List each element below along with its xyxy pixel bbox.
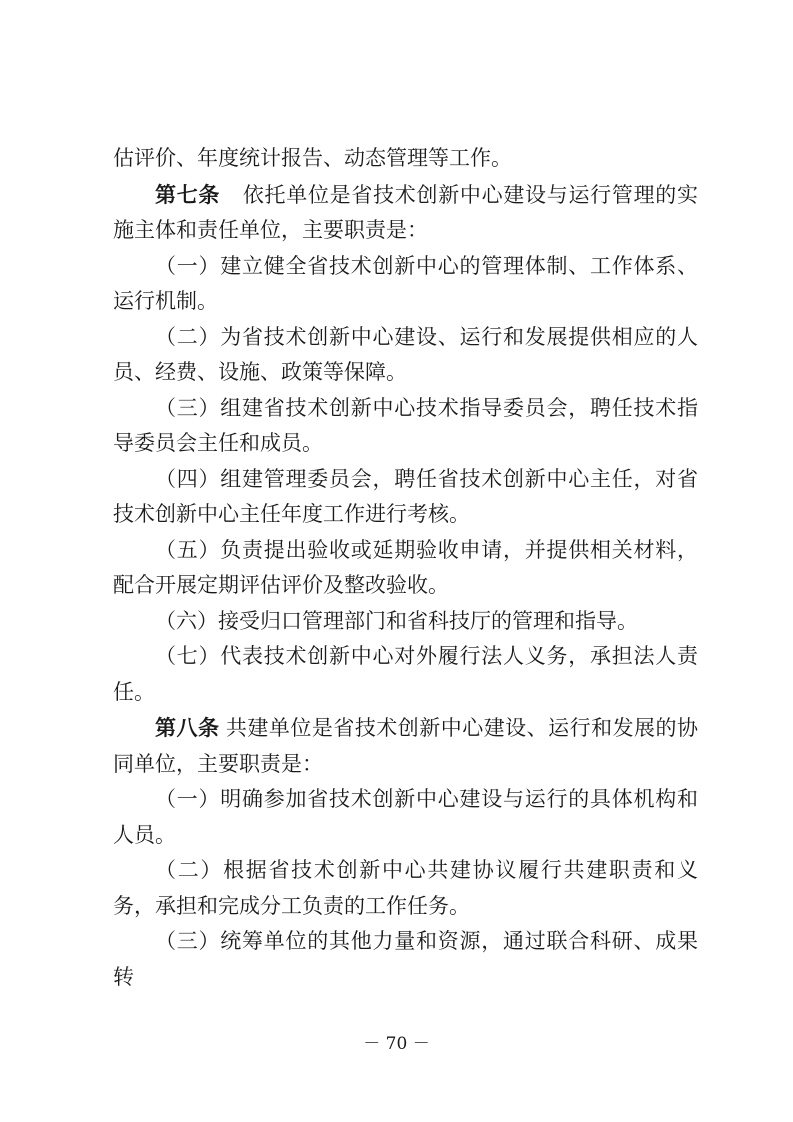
list-item — [113, 924, 698, 995]
paragraph-text: （三）组建省技术创新中心技术指导委员会，聘任技术指导委员会主任和成员。 — [113, 395, 698, 455]
paragraph-text: 估评价、年度统计报告、动态管理等工作。 — [113, 146, 512, 170]
article-title: 第八条 — [155, 715, 220, 740]
page-number: － 70 － — [363, 1034, 430, 1054]
paragraph-text: （二）根据省技术创新中心共建协议履行共建职责和义务，承担和完成分工负责的工作任务。 — [113, 858, 698, 918]
paragraph-text: （一）明确参加省技术创新中心建设与运行的具体机构和人员。 — [113, 787, 698, 847]
list-item — [113, 462, 698, 533]
paragraph-text: （七）代表技术创新中心对外履行法人义务，承担法人责任。 — [113, 644, 698, 704]
list-item — [113, 782, 698, 853]
document-body — [113, 141, 698, 995]
list-item — [113, 391, 698, 462]
paragraph-text: （六）接受归口管理部门和省科技厅的管理和指导。 — [155, 608, 638, 633]
paragraph-text: （二）为省技术创新中心建设、运行和发展提供相应的人员、经费、设施、政策等保障。 — [113, 324, 698, 384]
article-8-paragraph — [113, 710, 698, 782]
paragraph-text: 共建单位是省技术创新中心建设、运行和发展的协同单位，主要职责是： — [113, 716, 699, 776]
list-item — [113, 533, 698, 604]
paragraph-text: （五）负责提出验收或延期验收申请，并提供相关材料，配合开展定期评估评价及整改验收。 — [113, 537, 698, 597]
paragraph-continuation — [113, 141, 698, 177]
list-item — [113, 320, 698, 391]
paragraph-text: 依托单位是省技术创新中心建设与运行管理的实施主体和责任单位，主要职责是： — [113, 182, 698, 242]
list-item — [113, 604, 698, 640]
paragraph-text: （三）统筹单位的其他力量和资源，通过联合科研、成果转 — [113, 929, 698, 989]
article-7-paragraph — [113, 177, 698, 249]
list-item — [113, 639, 698, 710]
paragraph-text: （一）建立健全省技术创新中心的管理体制、工作体系、运行机制。 — [113, 253, 698, 313]
list-item — [113, 853, 698, 924]
list-item — [113, 249, 698, 320]
article-title: 第七条 — [155, 181, 221, 207]
paragraph-text: （四）组建管理委员会，聘任省技术创新中心主任，对省技术创新中心主任年度工作进行考核。 — [113, 466, 698, 526]
